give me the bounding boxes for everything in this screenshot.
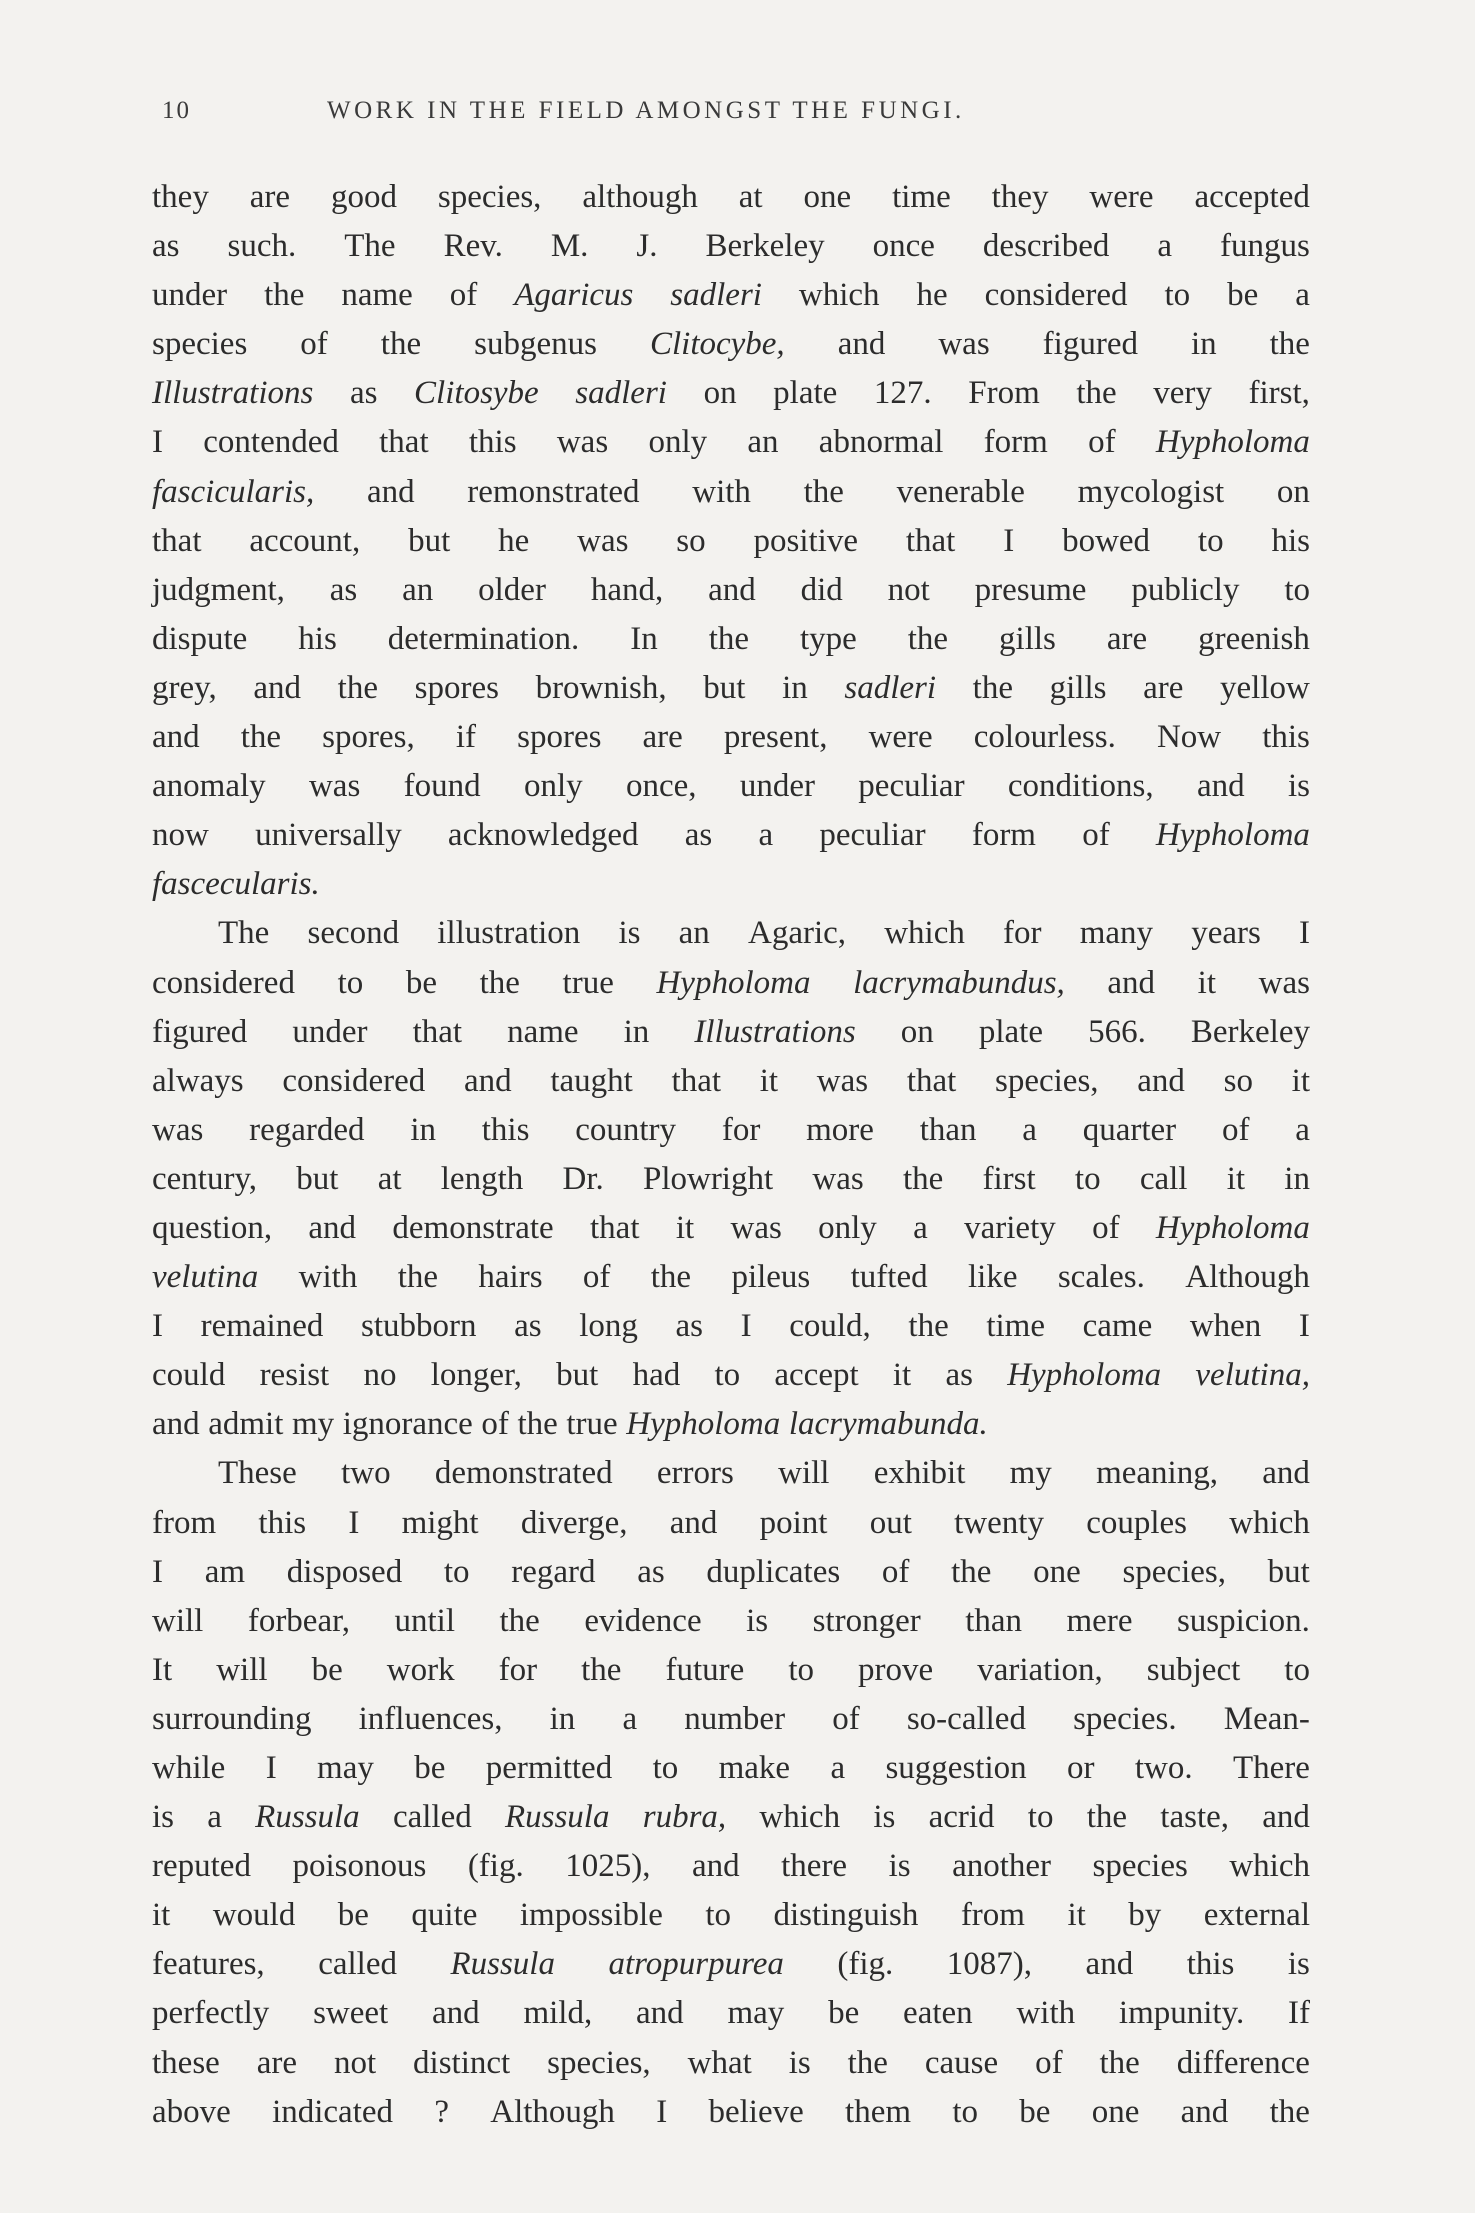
text-line: was regarded in this country for more than a quarter of a (152, 1111, 1310, 1148)
text-line: always considered and taught that it was that species, and so it (152, 1062, 1310, 1099)
running-head (162, 97, 1310, 137)
text-line: It will be work for the future to prove variation, subject to (152, 1651, 1310, 1688)
paragraph-end-line: fascecularis. (152, 866, 320, 903)
paragraph-end-line: and admit my ignorance of the true Hypholoma lacrymabunda. (152, 1406, 988, 1443)
text-line: I remained stubborn as long as I could, the time came when I (152, 1308, 1310, 1345)
paragraph-start-line: The second illustration is an Agaric, which for many years I (218, 915, 1310, 952)
text-line: judgment, as an older hand, and did not presume publicly to (152, 571, 1310, 608)
text-line: Illustrations as Clitosybe sadleri on plate 127. From the very first, (152, 375, 1310, 412)
text-line: that account, but he was so positive that I bowed to his (152, 522, 1310, 559)
text-line: they are good species, although at one time they were accepted (152, 179, 1310, 215)
text-line: could resist no longer, but had to accept it as Hypholoma velutina, (152, 1357, 1310, 1394)
text-line: dispute his determination. In the type the gills are greenish (152, 620, 1310, 657)
text-line: above indicated ? Although I believe them to be one and the (152, 2093, 1310, 2130)
running-title: WORK IN THE FIELD AMONGST THE FUNGI. (327, 97, 965, 124)
text-line: figured under that name in Illustrations on plate 566. Berkeley (152, 1013, 1310, 1050)
text-line: these are not distinct species, what is the cause of the difference (152, 2044, 1310, 2081)
text-line: and the spores, if spores are present, were colourless. Now this (152, 719, 1310, 756)
text-line: I contended that this was only an abnormal form of Hypholoma (152, 424, 1310, 461)
text-line: will forbear, until the evidence is stronger than mere suspicion. (152, 1602, 1310, 1639)
body-text (152, 173, 1310, 2137)
text-line: considered to be the true Hypholoma lacrymabundus, and it was (152, 964, 1310, 1001)
text-line: species of the subgenus Clitocybe, and was figured in the (152, 326, 1310, 363)
text-line: anomaly was found only once, under peculiar conditions, and is (152, 768, 1310, 805)
text-line: now universally acknowledged as a peculiar form of Hypholoma (152, 817, 1310, 854)
text-line: is a Russula called Russula rubra, which is acrid to the taste, and (152, 1799, 1310, 1836)
text-line: as such. The Rev. M. J. Berkeley once described a fungus (152, 228, 1310, 265)
text-line: fascicularis, and remonstrated with the venerable mycologist on (152, 473, 1310, 510)
text-line: perfectly sweet and mild, and may be eaten with impunity. If (152, 1995, 1310, 2032)
paragraph-start-line: These two demonstrated errors will exhibit my meaning, and (218, 1455, 1310, 1492)
text-line: I am disposed to regard as duplicates of the one species, but (152, 1553, 1310, 1590)
text-line: surrounding influences, in a number of so-called species. Mean- (152, 1700, 1310, 1737)
page-number: 10 (162, 97, 191, 124)
text-line: reputed poisonous (fig. 1025), and there is another species which (152, 1848, 1310, 1885)
text-line: century, but at length Dr. Plowright was the first to call it in (152, 1160, 1310, 1197)
text-line: velutina with the hairs of the pileus tufted like scales. Although (152, 1259, 1310, 1296)
text-line: while I may be permitted to make a suggestion or two. There (152, 1750, 1310, 1786)
text-line: from this I might diverge, and point out twenty couples which (152, 1504, 1310, 1541)
text-line: grey, and the spores brownish, but in sadleri the gills are yellow (152, 669, 1310, 706)
text-line: it would be quite impossible to distinguish from it by external (152, 1897, 1310, 1934)
text-line: under the name of Agaricus sadleri which he considered to be a (152, 277, 1310, 314)
text-line: features, called Russula atropurpurea (fig. 1087), and this is (152, 1946, 1310, 1983)
text-line: question, and demonstrate that it was only a variety of Hypholoma (152, 1209, 1310, 1246)
